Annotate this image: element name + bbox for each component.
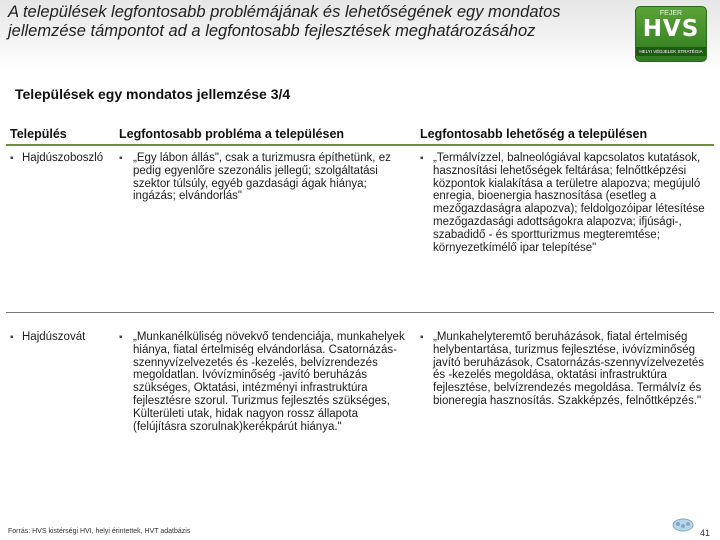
problem-cell: „Munkanélküliség növekvő tendenciája, munkahelyek hiánya, fiatal értelmiség elvándorlása. Csatornázás-szennyvízelvezetés és -kezelés, belvízrendezés megoldatlan. Ivóvízminőség -javító beruházás szükséges, Oktatási, intézményi infrastruktúra fejlesztésre szorul. Turizmus fejlesztés szükséges, Külterületi utak, hidak nagyon rossz állapota (felújításra szorulnak)kerékpárút hiánya." [133,331,405,433]
hvs-logo [635,6,707,62]
column-header-town: Település [10,127,67,141]
town-cell: Hajdúszoboszló [22,152,104,164]
column-header-problem: Legfontosabb probléma a településen [119,127,345,141]
section-subtitle: Települések egy mondatos jellemzése 3/4 [15,86,291,102]
header-divider [6,144,714,146]
lecke-icon [672,518,694,532]
column-header-opportunity: Legfontosabb lehetőség a településen [420,127,648,141]
bullet-icon: ▪ [420,153,424,164]
source-footer: Forrás: HVS kistérségi HVI, helyi érintettek, HVT adatbázis [8,528,191,535]
logo-main-text: HVS [642,16,700,42]
logo-top-text: FEJER [659,10,683,17]
problem-cell: „Egy lábon állás", csak a turizmusra építhetünk, ez pedig egyenlőre szezonális jellegű; szolgáltatási szektor túlsúly, egyéb gazdasági ágak hiánya; ingázás; elvándorlás" [133,152,391,203]
opportunity-cell: „Munkahelyteremtő beruházások, fiatal értelmiség helybentartása, turizmus fejlesztése, ivóvízminőség javító beruházások, Csatornázás-szennyvízelvezetés és -kezelés megoldása, oktatási infrastruktúra fejlesztése, belvízrendezés megoldása. Termálvíz és bioneregia hasznosítás. Szakképzés, felnőttképzés." [433,331,705,407]
page-number: 41 [700,528,711,538]
logo-sub-text: HELYI VÉDJELEK STRATÉGIA [636,47,706,56]
bullet-icon: ▪ [10,332,14,343]
bullet-icon: ▪ [119,332,123,343]
bullet-icon: ▪ [10,153,14,164]
row-divider [6,312,714,313]
town-cell: Hajdúszovát [22,331,86,343]
page-title: A települések legfontosabb problémájának és lehetőségének egy mondatos jellemzése támpontot ad a legfontosabb fejlesztések meghatározásához [8,3,561,40]
opportunity-cell: „Termálvízzel, balneológiával kapcsolatos kutatások, hasznosítási lehetőségek feltárása; felnőttképzési központok kialakítása a területre alapozva; megújuló enregia, bioenergia hasznosítása (esetleg a mezőgazdaságra alapozva); feldolgozóipar létesítése mezőgazdasági adottságokra alapozva; ifjúsági-, szabadidő - és sportturizmus megteremtése; környezetkímélő ipar telepítése" [433,152,705,254]
bullet-icon: ▪ [420,332,424,343]
bullet-icon: ▪ [119,153,123,164]
